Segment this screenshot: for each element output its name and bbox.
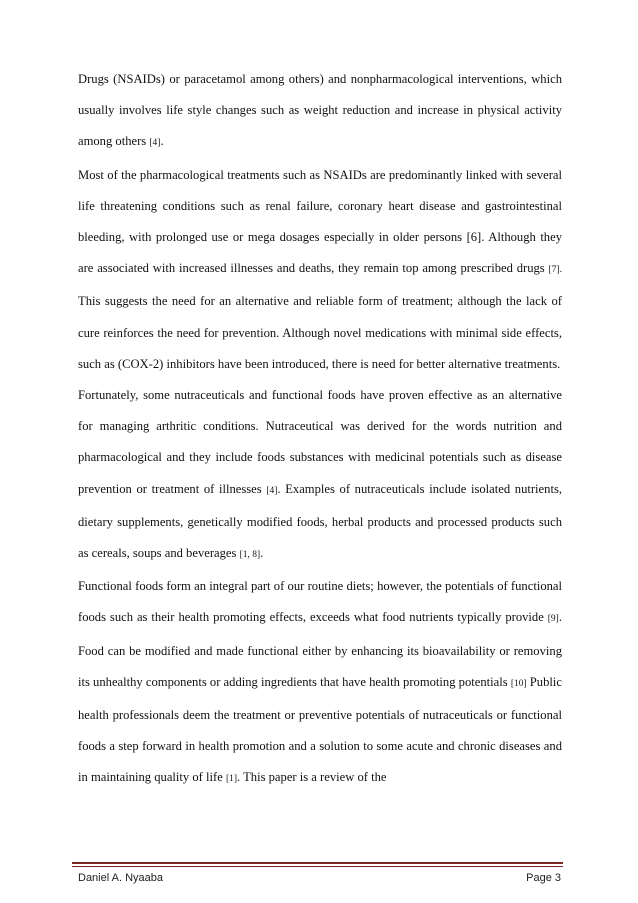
citation: [7].	[548, 265, 562, 276]
footer-author: Daniel A. Nyaaba	[78, 872, 163, 884]
paragraph-1	[78, 64, 562, 160]
paragraph-3	[78, 380, 562, 571]
citation: [10]	[510, 678, 527, 689]
text-run: Most of the pharmacological treatments such as NSAIDs are predominantly linked with several life threatening conditions such as renal failure, coronary heart disease and gastrointestinal bleeding, with prolonged use or mega dosages especially in older persons [6]. Although they are associated with increased illnesses and deaths, they remain top among prescribed drugs	[78, 167, 562, 276]
citation: [9]	[547, 614, 559, 625]
citation: [4]	[266, 485, 278, 496]
text-run: . Examples of nutraceuticals include isolated nutrients, dietary supplements, genetically modified foods, herbal products and processed products such as cereals, soups and beverages	[78, 481, 562, 561]
text-run: Drugs (NSAIDs) or paracetamol among others) and nonpharmacological interventions, which usually involves life style changes such as weight reduction and increase in physical activity among others	[78, 72, 562, 149]
body-text	[78, 64, 562, 796]
text-run: .	[160, 134, 164, 149]
text-run: . Food can be modified and made functional either by enhancing its bioavailability or removing its unhealthy components or adding ingredients that have health promoting potentials	[78, 610, 562, 689]
text-run: This suggests the need for an alternative and reliable form of treatment; although the lack of cure reinforces the need for prevention. Although novel medications with minimal side effects, such as (COX-2) inhibitors have been introduced, there is need for better alternative treatments.	[78, 294, 562, 371]
text-run: . This paper is a review of the	[237, 770, 387, 785]
paragraph-4	[78, 571, 562, 795]
text-run: Fortunately, some nutraceuticals and functional foods have proven effective as an alternative for managing arthritic conditions. Nutraceutical was derived for the words nutrition and pharmacological and they include foods substances with medicinal potentials such as disease prevention or treatment of illnesses	[78, 388, 562, 496]
citation: [4]	[149, 138, 161, 149]
footer-page-number: Page 3	[526, 872, 561, 884]
text-run: Functional foods form an integral part of our routine diets; however, the potentials of functional foods such as their health promoting effects, exceeds what food nutrients typically provide	[78, 579, 562, 625]
text-run: Public health professionals deem the treatment or preventive potentials of nutraceuticals or functional foods a step forward in health promotion and a solution to some acute and chronic diseases and in maintaining quality of life	[78, 674, 562, 785]
paragraph-2	[78, 160, 562, 380]
citation: [1, 8]	[239, 550, 261, 561]
footer-rule-thin	[72, 866, 563, 867]
citation: [1]	[225, 774, 238, 785]
footer-rule-thick	[72, 862, 563, 864]
text-run: .	[260, 546, 264, 561]
